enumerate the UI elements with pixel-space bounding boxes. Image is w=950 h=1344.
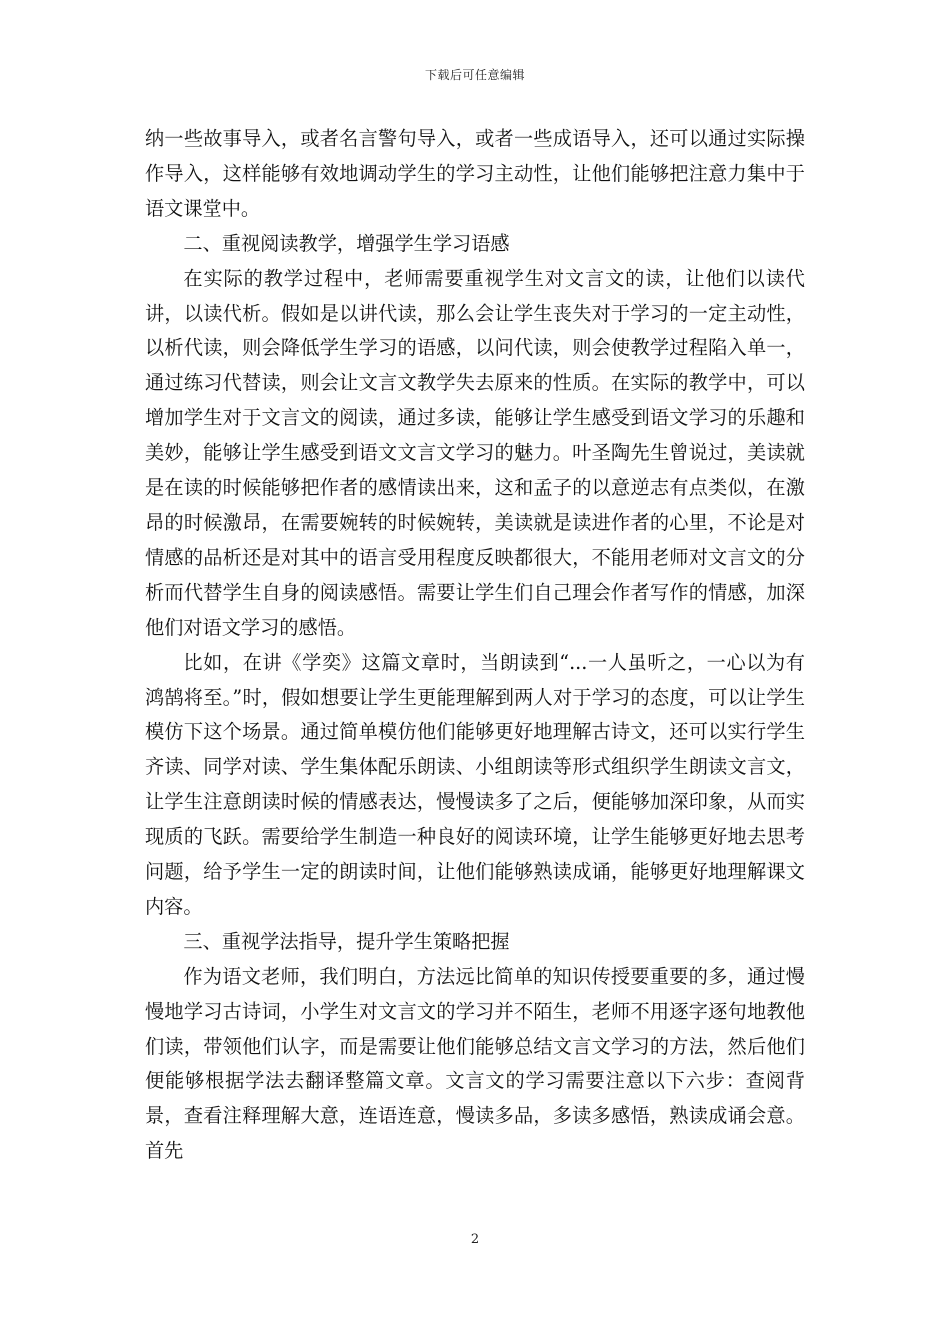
document-body <box>145 122 805 1169</box>
section-heading-2: 二、重视阅读教学，增强学生学习语感 <box>183 231 510 255</box>
paragraph-learning-methods: 作为语文老师，我们明白，方法远比简单的知识传授要重要的多，通过慢慢地学习古诗词，小学生对文言文的学习并不陌生，老师不用逐字逐句地教他们读，带领他们认字，而是需要让他们能够总结文言文学习的方法，然后他们便能够根据学法去翻译整篇文章。文言文的学习需要注意以下六步：查阅背景，查看注释理解大意，连语连意，慢读多品，多读多感悟，熟读成诵会意。首先 <box>145 964 805 1163</box>
section-heading-3: 三、重视学法指导，提升学生策略把握 <box>183 929 510 953</box>
page-number: 2 <box>470 1232 480 1247</box>
paragraph-reading-teaching: 在实际的教学过程中，老师需要重视学生对文言文的读，让他们以读代讲，以读代析。假如是以讲代读，那么会让学生丧失对于学习的一定主动性，以析代读，则会降低学生学习的语感，以问代读，则会使教学过程陷入单一，通过练习代替读，则会让文言文教学失去原来的性质。在实际的教学中，可以增加学生对于文言文的阅读，通过多读，能够让学生感受到语文学习的乐趣和美妙，能够让学生感受到语文文言文学习的魅力。叶圣陶先生曾说过，美读就是在读的时候能够把作者的感情读出来，这和孟子的以意逆志有点类似，在激昂的时候激昂，在需要婉转的时候婉转，美读就是读进作者的心里，不论是对情感的品析还是对其中的语言受用程度反映都很大，不能用老师对文言文的分析而代替学生自身的阅读感悟。需要让学生们自己理会作者写作的情感，加深他们对语文学习的感悟。 <box>145 266 805 639</box>
paragraph-example-xueyi: 比如，在讲《学奕》这篇文章时，当朗读到“...一人虽听之，一心以为有鸿鹄将至。”时，假如想要让学生更能理解到两人对于学习的态度，可以让学生模仿下这个场景。通过简单模仿他们能够更好地理解古诗文，还可以实行学生齐读、同学对读、学生集体配乐朗读、小组朗读等形式组织学生朗读文言文，让学生注意朗读时候的情感表达，慢慢读多了之后，便能够加深印象，从而实现质的飞跃。需要给学生制造一种良好的阅读环境，让学生能够更好地去思考问题，给予学生一定的朗读时间，让他们能够熟读成诵，能够更好地理解课文内容。 <box>145 650 805 918</box>
paragraph-continuation: 纳一些故事导入，或者名言警句导入，或者一些成语导入，还可以通过实际操作导入，这样能够有效地调动学生的学习主动性，让他们能够把注意力集中于语文课堂中。 <box>145 127 805 220</box>
page-header: 下载后可任意编辑 <box>424 68 525 82</box>
